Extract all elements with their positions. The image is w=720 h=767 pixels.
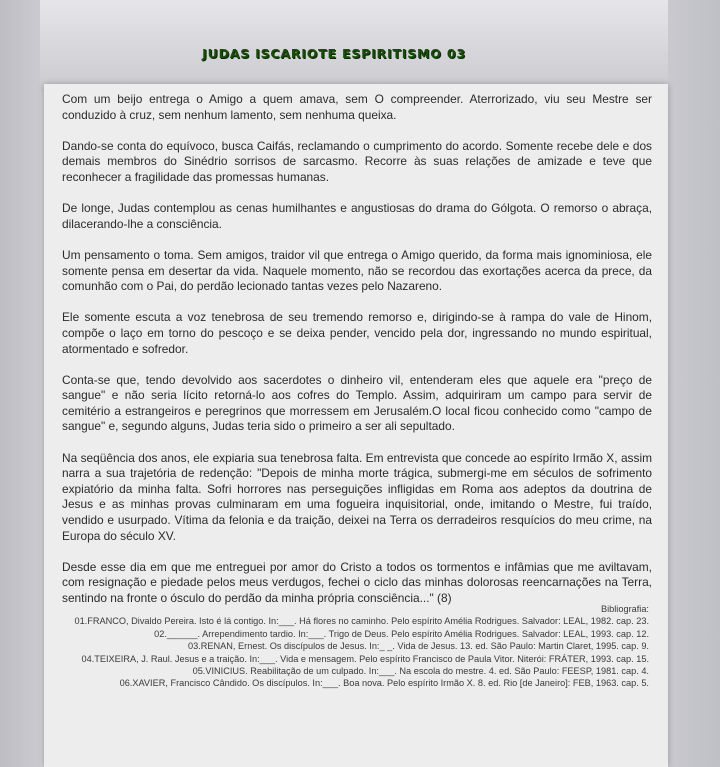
- paragraph: Ele somente escuta a voz tenebrosa de seu tremendo remorso e, dirigindo-se à rampa do vale de Hinom, compõe o laço em torno do pescoço e se deixa pender, vencido pela dor, ingressando no mundo espiritual, atormentado e sofredor.: [62, 310, 652, 356]
- left-margin-shade: [0, 0, 40, 767]
- document-page: [44, 84, 668, 767]
- bibliography-entry: 03.RENAN, Ernest. Os discípulos de Jesus. In:_ _. Vida de Jesus. 13. ed. São Paulo: Martin Claret, 1995. cap. 9.: [188, 641, 649, 652]
- bibliography-entry: 05.VINICIUS. Reabilitação de um culpado. In:___. Na escola do mestre. 4. ed. São Paulo: FEESP, 1981. cap. 4.: [192, 666, 649, 677]
- bibliography-entry: 06.XAVIER, Francisco Cândido. Os discípulos. In:___. Boa nova. Pelo espírito Irmão X. 8. ed. Rio [de Janeiro]: FEB, 1963. cap. 5.: [119, 678, 649, 689]
- bibliography: [69, 603, 649, 690]
- bibliography-heading: Bibliografia:: [600, 604, 649, 614]
- paragraph: Na seqüência dos anos, ele expiaria sua tenebrosa falta. Em entrevista que concede ao espírito Irmão X, assim narra a sua trajetória de redenção: "Depois de minha morte trágica, submergi-me em séculos de sofrimento expiatório da minha falta. Sofri horrores nas perseguições infligidas em Roma aos adeptos da doutrina de Jesus e as minhas provas culminaram em uma fogueira inquisitorial, onde, imitando o Mestre, fui traído, vendido e usurpado. Vítima da felonia e da traição, deixei na Terra os derradeiros resquícios do meu crime, na Europa do século XV.: [62, 450, 652, 543]
- bibliography-entry: 04.TEIXEIRA, J. Raul. Jesus e a traição. In:___. Vida e mensagem. Pelo espírito Francisco de Paula Vitor. Niterói: FRÁTER, 1993. cap. 15.: [81, 653, 649, 664]
- paragraph: De longe, Judas contemplou as cenas humilhantes e angustiosas do drama do Gólgota. O remorso o abraça, dilacerando-lhe a consciência.: [62, 201, 652, 231]
- paragraph: Conta-se que, tendo devolvido aos sacerdotes o dinheiro vil, entenderam eles que aquele era "preço de sangue" e não seria lícito retorná-lo aos cofres do Templo. Assim, adquiriram um campo para servir de cemitério a estrangeiros e peregrinos que morressem em Jerusalém.O local ficou conhecido como "campo de sangue" e, segundo alguns, Judas teria sido o primeiro a ser ali sepultado.: [62, 372, 652, 434]
- paragraph: Com um beijo entrega o Amigo a quem amava, sem O compreender. Aterrorizado, viu seu Mestre ser conduzido à cruz, sem nenhum lamento, sem nenhuma queixa.: [62, 92, 652, 122]
- paragraph: Desde esse dia em que me entreguei por amor do Cristo a todos os tormentos e infâmias que me aviltavam, com resignação e piedade pelos meus verdugos, fechei o ciclo das minhas dolorosas reencarnações na Terra, sentindo na fronte o ósculo do perdão da minha própria consciência..." (8): [62, 559, 652, 605]
- bibliography-entry: 02.______. Arrependimento tardio. In:___. Trigo de Deus. Pelo espírito Amélia Rodrigues. Salvador: LEAL, 1993. cap. 12.: [154, 628, 649, 639]
- page-title: JUDAS ISCARIOTE ESPIRITISMO 03: [202, 46, 466, 61]
- paragraph: Um pensamento o toma. Sem amigos, traidor vil que entrega o Amigo querido, da forma mais ignominiosa, ele somente pensa em desertar da vida. Naquele momento, não se recordou das exortações acerca da prece, da comunhão com o Pai, do perdão lecionado tantas vezes pelo Nazareno.: [62, 247, 652, 294]
- bibliography-entry: 01.FRANCO, Divaldo Pereira. Isto é lá contigo. In:___. Há flores no caminho. Pelo espírito Amélia Rodrigues. Salvador: LEAL, 1982. cap. 23.: [74, 616, 649, 627]
- paragraph: Dando-se conta do equívoco, busca Caifás, reclamando o cumprimento do acordo. Somente recebe dele e dos demais membros do Sinédrio sorrisos de sarcasmo. Recorre às suas relações de amizade e teve que reconhecer a fragilidade das promessas humanas.: [62, 138, 652, 184]
- article-body: [62, 92, 652, 622]
- right-margin-shade: [668, 0, 720, 767]
